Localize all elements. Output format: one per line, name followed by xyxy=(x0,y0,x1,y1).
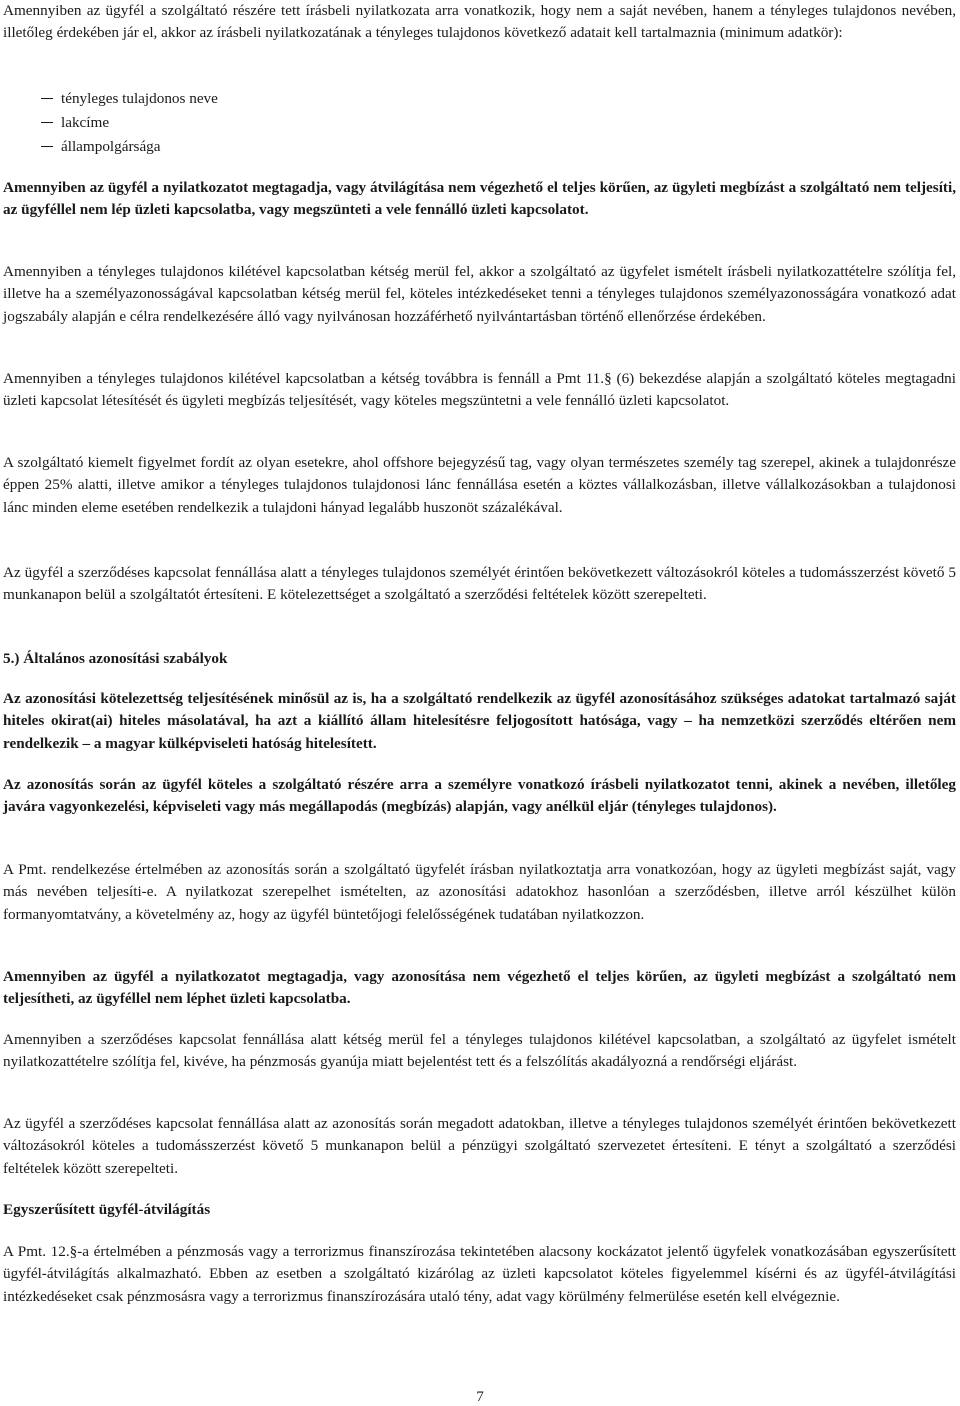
list-item: lakcíme xyxy=(41,111,218,135)
paragraph-pmt-declaration: A Pmt. rendelkezése értelmében az azonosítás során a szolgáltató ügyfelét írásban nyilatkoztatja arra vonatkozóan, hogy az ügyleti megbízást saját, vagy más nevében teljesíti-e. A nyilatkozat szerepelhet ismételten, az azonosítási adatokhoz hasonlóan a szerződésben, illetve arról készülhet külön formanyomtatvány, a követelmény az, hogy az ügyfél büntetőjogi felelősségének tudatában nyilatkozzon. xyxy=(3,861,956,923)
paragraph-beneficial-owner-declaration: Amennyiben az ügyfél a szolgáltató részére tett írásbeli nyilatkozata arra vonatkozik, hogy nem a saját nevében, hanem a tényleges tulajdonos nevében, illetőleg érdekében jár el, akkor az írásbeli nyilatkozatának a tényleges tulajdonos következő adatait kell tartalmaznia (minimum adatkör): xyxy=(3,2,956,42)
paragraph-refusal-identification-bold: Amennyiben az ügyfél a nyilatkozatot megtagadja, vagy azonosítása nem végezhető el teljes körűen, az ügyleti megbízást a szolgáltató nem teljesítheti, az ügyféllel nem léphet üzleti kapcsolatba. xyxy=(3,968,956,1008)
paragraph-data-changes: Az ügyfél a szerződéses kapcsolat fennállása alatt az azonosítás során megadott adatokban, illetve a tényleges tulajdonos személyét érintően bekövetkezett változásokról köteles a tudomásszerzést követő 5 munkanapon belül a pénzügyi szolgáltató szervezetet értesíteni. E tényt a szolgáltató a szerződési feltételek között szerepelteti. xyxy=(3,1115,956,1177)
paragraph-doubt-identity: Amennyiben a tényleges tulajdonos kilétével kapcsolatban kétség merül fel, akkor a szolgáltató az ügyfelet ismételt írásbeli nyilatkozattételre szólítja fel, illetve ha a személyazonosságával kapcsolatban kétség merül fel, köteles intézkedéseket tenni a tényleges tulajdonos személyazonosságára vonatkozó adat jogszabály alapján e célra rendelkezésére álló vagy nyilvánosan hozzáférhető nyilvántartásban történő ellenőrzése érdekében. xyxy=(3,263,956,325)
section-heading-simplified-due-diligence: Egyszerűsített ügyfél-átvilágítás xyxy=(3,1201,211,1218)
paragraph-pmt-11: Amennyiben a tényleges tulajdonos kilétével kapcsolatban a kétség továbbra is fennáll a Pmt 11.§ (6) bekezdése alapján a szolgáltató köteles megtagadni üzleti kapcsolat létesítését és ügyleti megbízás teljesítését, vagy köteles megszüntetni a vele fennálló üzleti kapcsolatot. xyxy=(3,370,956,410)
paragraph-change-notification: Az ügyfél a szerződéses kapcsolat fennállása alatt a tényleges tulajdonos személyét érintően bekövetkezett változásokról köteles a tudomásszerzést követő 5 munkanapon belül a szolgáltatót értesíteni. E kötelezettséget a szolgáltató a szerződési feltételek között szerepelteti. xyxy=(3,564,956,604)
paragraph-declaration-duty-bold: Az azonosítás során az ügyfél köteles a szolgáltató részére arra a személyre vonatkozó írásbeli nyilatkozatot tenni, akinek a nevében, illetőleg javára vagyonkezelési, képviseleti vagy más megállapodás (megbízás) alapján, vagy anélkül eljár (tényleges tulajdonos). xyxy=(3,776,956,816)
paragraph-offshore: A szolgáltató kiemelt figyelmet fordít az olyan esetekre, ahol offshore bejegyzésű tag, vagy olyan természetes személy tag szerepel, akinek a tulajdonrésze éppen 25% alatti, illetve amikor a tényleges tulajdonos tulajdonosi lánc fennállása esetén a köztes vállalkozásban, illetve vállalkozásokban a tulajdonosi lánc minden eleme esetében rendelkezik a tulajdoni hányad legalább huszonöt százalékával. xyxy=(3,454,956,516)
paragraph-refusal-bold: Amennyiben az ügyfél a nyilatkozatot megtagadja, vagy átvilágítása nem végezhető el teljes körűen, az ügyleti megbízást a szolgáltató nem teljesíti, az ügyféllel nem lép üzleti kapcsolatba, vagy megszünteti a vele fennálló üzleti kapcsolatot. xyxy=(3,179,956,219)
paragraph-pmt-12: A Pmt. 12.§-a értelmében a pénzmosás vagy a terrorizmus finanszírozása tekintetében alacsony kockázatot jelentő ügyfelek vonatkozásában egyszerűsített ügyfél-átvilágítás alkalmazható. Ebben az esetben a szolgáltató kizárólag az üzleti kapcsolatot köteles figyelemmel kísérni és az ügyfél-átvilágítási intézkedéseket csak pénzmosásra vagy a terrorizmus finanszírozására utaló tény, adat vagy körülmény felmerülése esetén kell elvégeznie. xyxy=(3,1243,956,1305)
paragraph-renewed-declaration: Amennyiben a szerződéses kapcsolat fennállása alatt kétség merül fel a tényleges tulajdonos kilétével kapcsolatban, a szolgáltató az ügyfelet ismételt nyilatkozattételre szólítja fel, kivéve, ha pénzmosás gyanúja miatt bejelentést tett és a felszólítás akadályozná a rendőrségi eljárást. xyxy=(3,1031,956,1071)
list-item: tényleges tulajdonos neve xyxy=(41,87,218,111)
list-item: állampolgársága xyxy=(41,135,218,159)
section-heading-general-identification: 5.) Általános azonosítási szabályok xyxy=(3,650,228,667)
paragraph-authentic-copy-bold: Az azonosítási kötelezettség teljesítésének minősül az is, ha a szolgáltató rendelkezik az ügyfél azonosításához szükséges adatokat tartalmazó saját hiteles okirat(ai) hiteles másolatával, ha azt a kiállító állam hitelesítésre feljogosított hatósága, vagy – ha nemzetközi szerződés eltérően nem rendelkezik – a magyar külképviseleti hatóság hitelesített. xyxy=(3,690,956,752)
page-number: 7 xyxy=(476,1388,484,1405)
minimum-data-list xyxy=(3,87,218,159)
